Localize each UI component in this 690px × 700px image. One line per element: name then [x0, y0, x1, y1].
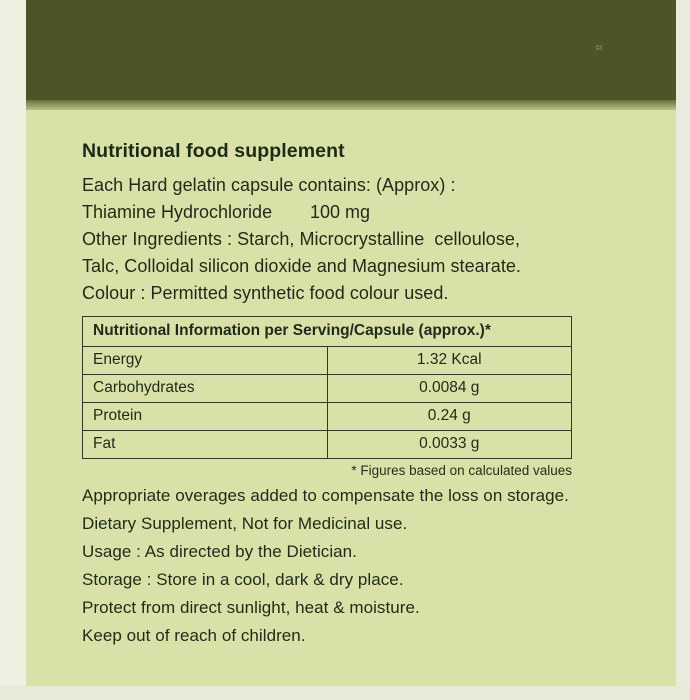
package-left-edge: [0, 0, 26, 700]
nutritional-information-table: [82, 316, 572, 459]
table-footnote: * Figures based on calculated values: [351, 463, 572, 478]
nutrient-label: Protein: [83, 403, 327, 431]
nutrient-label: Energy: [83, 347, 327, 375]
table-row: [83, 347, 571, 375]
label-content-panel: [26, 112, 676, 686]
label-heading: Nutritional food supplement: [82, 140, 345, 162]
nutrient-value: 0.0033 g: [327, 431, 571, 459]
table-row: [83, 403, 571, 431]
nutrient-value: 1.32 Kcal: [327, 347, 571, 375]
nutrient-label: Carbohydrates: [83, 375, 327, 403]
table-header-label: Nutritional Information per Serving/Capsule (approx.)*: [83, 317, 571, 347]
table-row: [83, 431, 571, 459]
colour-line: Colour : Permitted synthetic food colour used.: [82, 283, 449, 303]
note-usage: Usage : As directed by the Dietician.: [82, 542, 357, 561]
package-bottom-edge: [0, 686, 690, 700]
nutrient-value: 0.0084 g: [327, 375, 571, 403]
package-top-band: [26, 0, 676, 108]
nutrient-label: Fat: [83, 431, 327, 459]
note-protect: Protect from direct sunlight, heat & moisture.: [82, 598, 420, 617]
capsule-contents-line: Each Hard gelatin capsule contains: (Approx) :: [82, 175, 456, 195]
band-scribble-icon: ≈: [594, 39, 603, 56]
ingredient-amount: 100 mg: [310, 202, 371, 222]
package-band-shadow: [26, 100, 676, 110]
ingredient-name: Thiamine Hydrochloride: [82, 202, 273, 222]
other-ingredients-line-1: Other Ingredients : Starch, Microcrystalline celloulose,: [82, 229, 521, 249]
note-overages: Appropriate overages added to compensate the loss on storage.: [82, 486, 569, 505]
note-keep-away-children: Keep out of reach of children.: [82, 626, 306, 645]
other-ingredients-line-2: Talc, Colloidal silicon dioxide and Magnesium stearate.: [82, 256, 521, 276]
ingredient-row: [82, 199, 642, 226]
note-dietary-supplement: Dietary Supplement, Not for Medicinal use.: [82, 514, 408, 533]
note-storage: Storage : Store in a cool, dark & dry place.: [82, 570, 404, 589]
table-header-row: [83, 317, 571, 347]
nutrient-value: 0.24 g: [327, 403, 571, 431]
table-row: [83, 375, 571, 403]
usage-notes: [82, 482, 642, 650]
package-right-edge: [676, 0, 690, 700]
